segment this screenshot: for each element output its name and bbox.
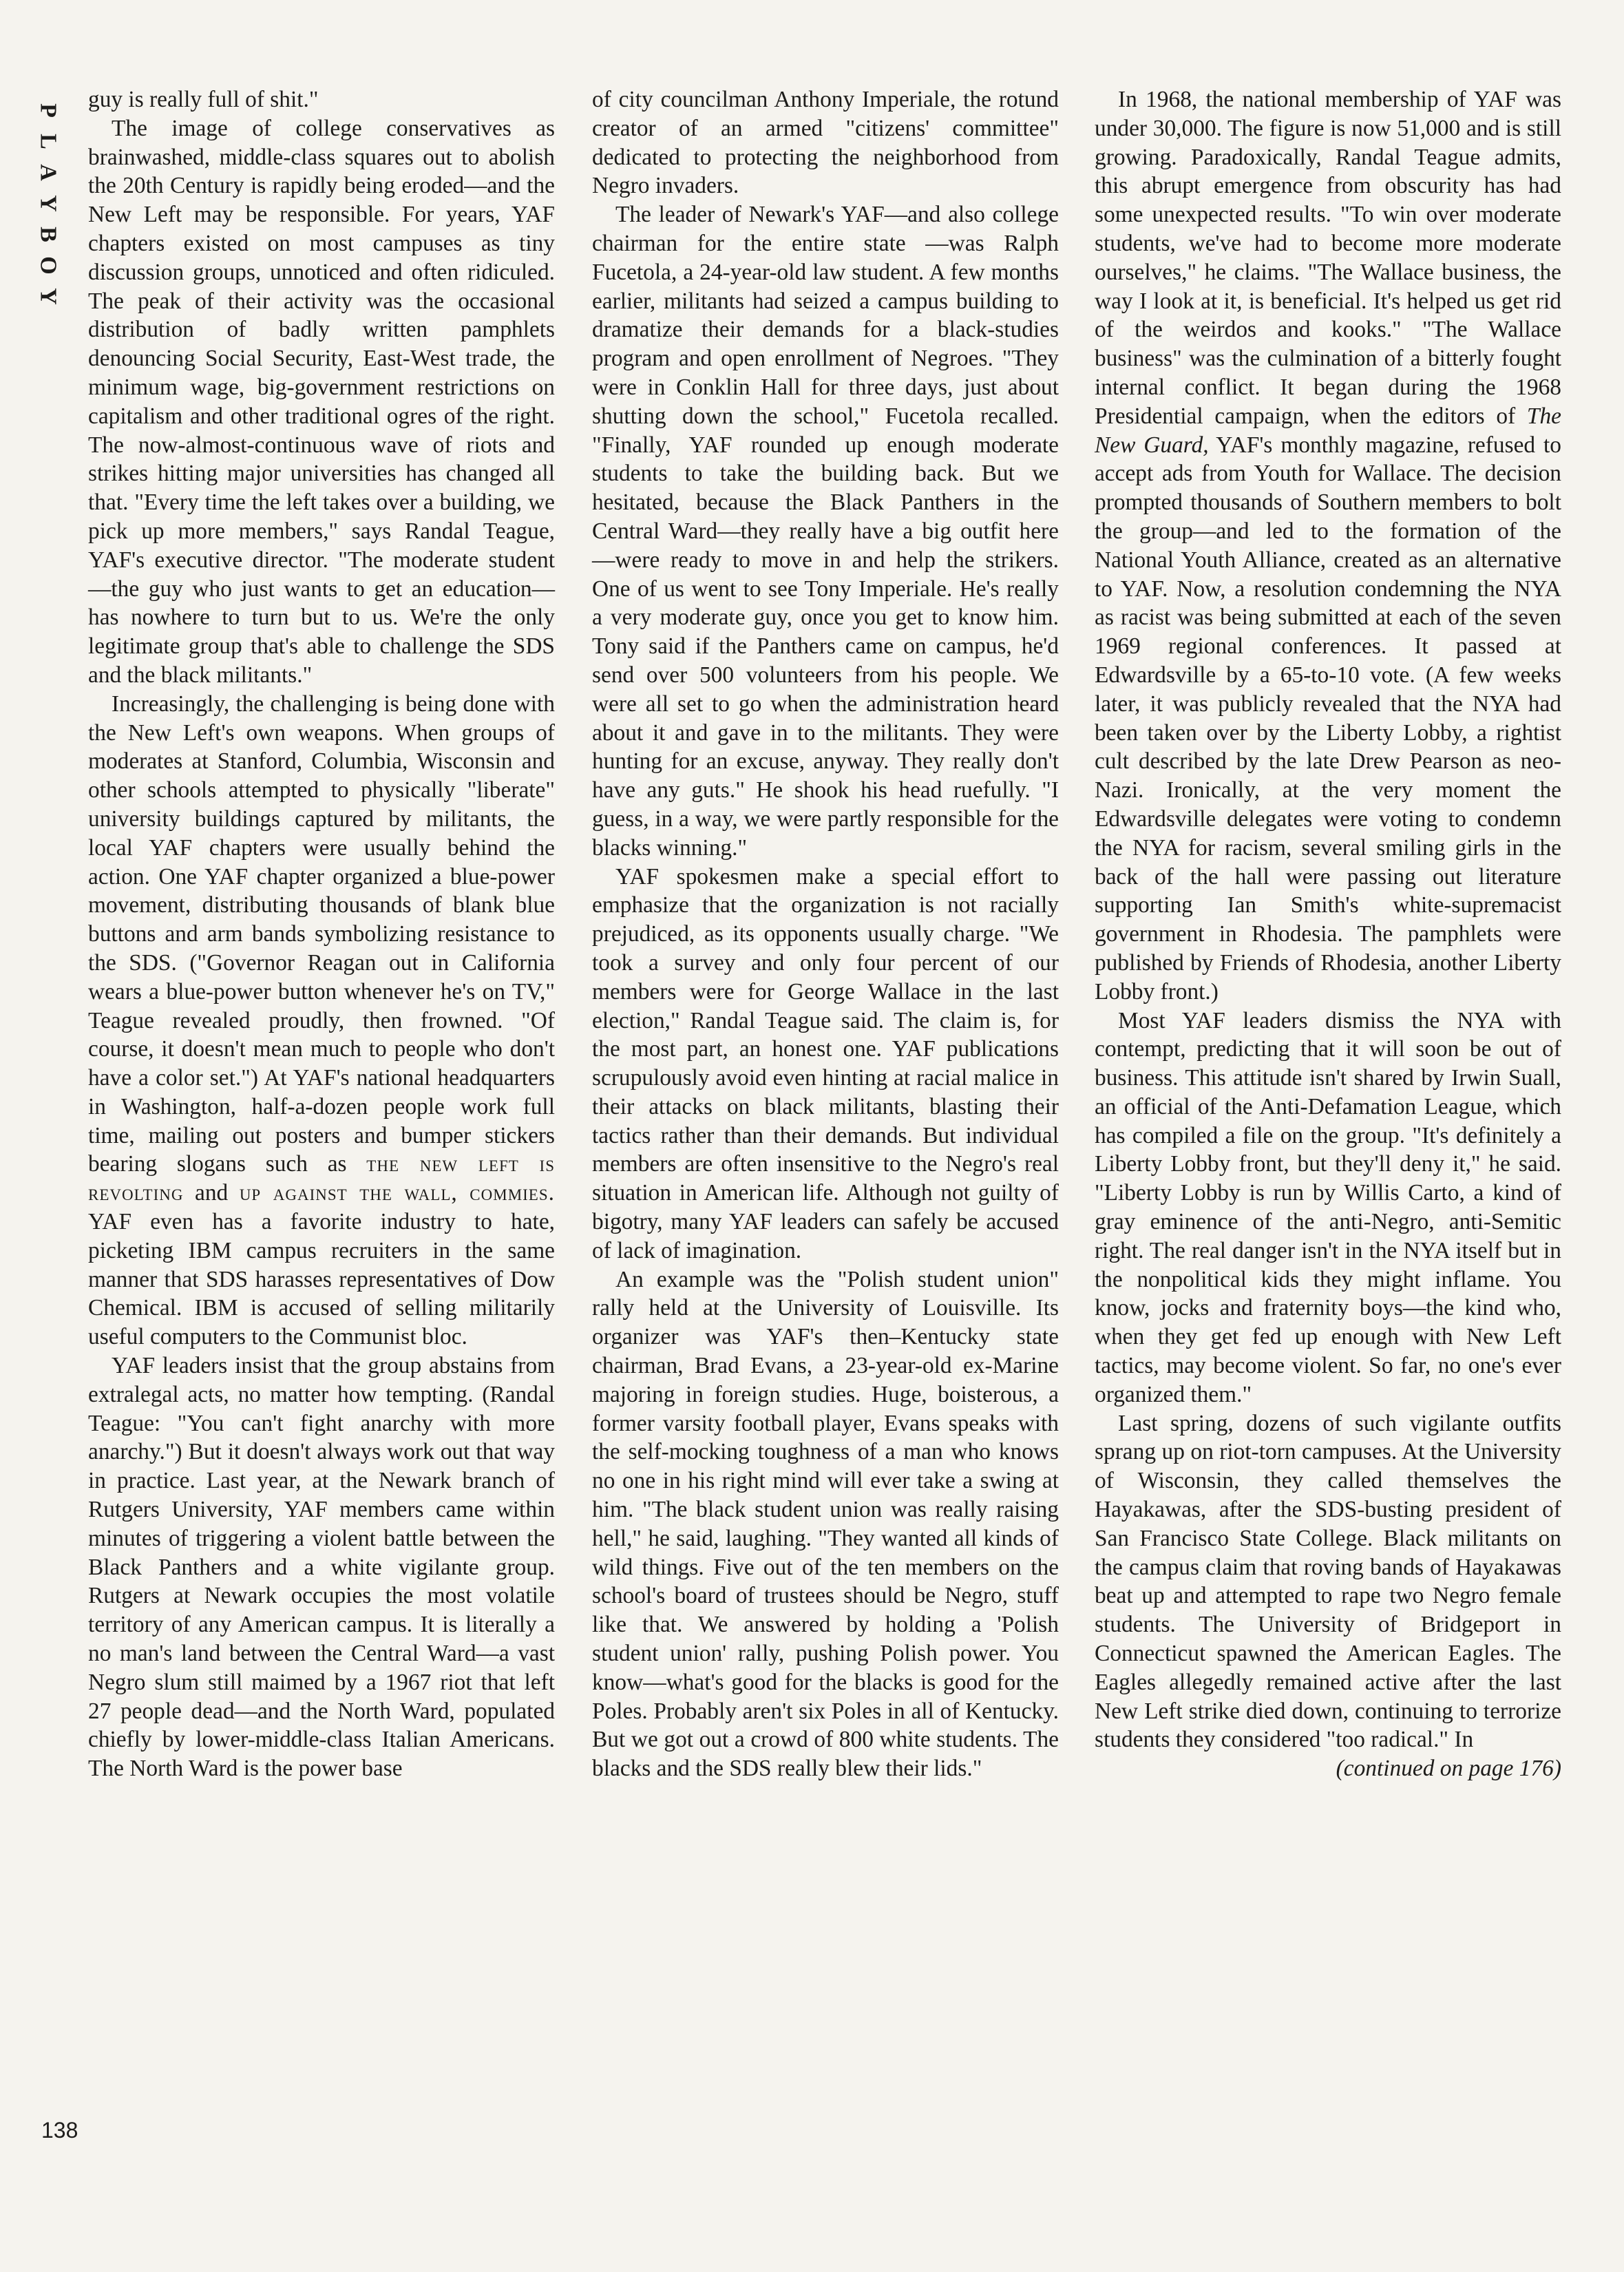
paragraph: Most YAF leaders dismiss the NYA with contempt, predicting that it will soon be out of business. This attitude isn't shared by Irwin Suall, an official of the Anti-Defamation League, which has compiled a file on the group. "It's definitely a Liberty Lobby front, but they'll deny it," he said. "Liberty Lobby is run by Willis Carto, a kind of gray eminence of the anti-Negro, anti-Semitic right. The real danger isn't in the NYA itself but in the nonpolitical kids they might inflame. You know, jocks and fraternity boys—the kind who, when they get fed up enough with New Left tactics, may become violent. So far, no one's ever organized them." (1095, 1007, 1561, 1407)
page-number: 138 (41, 2118, 78, 2143)
paragraph: The leader of Newark's YAF—and also college chairman for the entire state —was Ralph Fucetola, a 24-year-old law student. A few months earlier, militants had seized a campus building to dramatize their demands for a black-studies program and open enrollment of Negroes. "They were in Conklin Hall for three days, just about shutting down the school," Fucetola recalled. "Finally, YAF rounded up enough moderate students to take the building back. But we hesitated, because the Black Panthers in the Central Ward—they really have a big outfit here—were ready to move in and help the strikers. One of us went to see Tony Imperiale. He's really a very moderate guy, once you get to know him. Tony said if the Panthers came on campus, he'd send over 500 volunteers from his people. We were all set to go when the administration heard about it and gave in to the militants. They were hunting for an excuse, anyway. They really don't have any guts." He shook his head ruefully. "I guess, in a way, we were partly responsible for the blacks winning." (592, 202, 1059, 861)
article-column-1 (88, 85, 555, 1783)
paragraph: In 1968, the national membership of YAF was under 30,000. The figure is now 51,000 and is still growing. Paradoxically, Randal Teague admits, this abrupt emergence from obscurity has had some unexpected results. "To win over moderate students, we've had to become more moderate ourselves," he claims. "The Wallace business, the way I look at it, is beneficial. It's helped us get rid of the weirdos and kooks." "The Wallace business" was the culmination of a bitterly fought internal conflict. It began during the 1968 Presidential campaign, when the editors of The New Guard, YAF's monthly magazine, refused to accept ads from Youth for Wallace. The decision prompted thousands of Southern members to bolt the group—and led to the formation of the National Youth Alliance, created as an alternative to YAF. Now, a resolution condemning the NYA as racist was being submitted at each of the seven 1969 regional conferences. It passed at Edwardsville by a 65-to-10 vote. (A few weeks later, it was publicly revealed that the NYA had been taken over by the Liberty Lobby, a rightist cult described by the late Drew Pearson as neo-Nazi. Ironically, at the very moment the Edwardsville delegates were voting to condemn the NYA for racism, several smiling girls in the back of the hall were passing out literature supporting Ian Smith's white-supremacist government in Rhodesia. The pamphlets were published by Friends of Rhodesia, another Liberty Lobby front.) (1095, 87, 1561, 1004)
masthead-letter: B (35, 227, 61, 242)
paragraph: The image of college conservatives as brainwashed, middle-class squares out to abolish the 20th Century is rapidly being eroded—and the New Left may be responsible. For years, YAF chapters existed on most campuses as tiny discussion groups, unnoticed and often ridiculed. The peak of their activity was the occasional distribution of badly written pamphlets denouncing Social Security, East-West trade, the minimum wage, big-government restrictions on capitalism and other traditional ogres of the right. The now-almost-continuous wave of riots and strikes hitting major universities has changed all that. "Every time the left takes over a building, we pick up more members," says Randal Teague, YAF's executive director. "The moderate student—the guy who just wants to get an education—has nowhere to turn but to us. We're the only legitimate group that's able to challenge the SDS and the black militants." (88, 115, 555, 688)
masthead-letter: Y (35, 195, 61, 212)
magazine-title: The New Guard, (1095, 403, 1561, 458)
article-column-3 (1095, 85, 1561, 1783)
slogan-text: up against the wall, commies. (239, 1180, 555, 1206)
paragraph: of city councilman Anthony Imperiale, the rotund creator of an armed "citizens' committee" dedicated to protecting the neighborhood from Negro invaders. (592, 87, 1059, 199)
paragraph: Last spring, dozens of such vigilante outfits sprang up on riot-torn campuses. At the University of Wisconsin, they called themselves the Hayakawas, after the SDS-busting president of San Francisco State College. Black militants on the campus claim that roving bands of Hayakawas beat up and attempted to rape two Negro female students. The University of Bridgeport in Connecticut spawned the American Eagles. The Eagles allegedly remained active after the last New Left strike died down, continuing to terrorize students they considered "too radical." In (1095, 1410, 1561, 1753)
paragraph: guy is really full of shit." (88, 87, 319, 112)
masthead-letter: O (35, 256, 61, 275)
masthead-letter: P (35, 103, 61, 118)
paragraph: YAF spokesmen make a special effort to emphasize that the organization is not racially prejudiced, as its opponents usually charge. "We took a survey and only four percent of our members were for George Wallace in the last election," Randal Teague said. The claim is, for the most part, an honest one. YAF publications scrupulously avoid even hinting at racial malice in their attacks on black militants, blasting their tactics rather than their demands. But individual members are often insensitive to the Negro's real situation in American life. Although not guilty of bigotry, many YAF leaders can safely be accused of lack of imagination. (592, 863, 1059, 1263)
masthead-vertical (30, 95, 61, 312)
masthead-letter: Y (35, 288, 61, 305)
masthead-letter: A (35, 164, 61, 181)
paragraph: An example was the "Polish student union" rally held at the University of Louisville. Its organizer was YAF's then–Kentucky state chairman, Brad Evans, a 23-year-old ex-Marine majoring in foreign studies. Huge, boisterous, a former varsity football player, Evans speaks with the self-mocking toughness of a man who knows no one in his right mind will ever take a swing at him. "The black student union was really raising hell," he said, laughing. "They wanted all kinds of wild things. Five out of the ten members on the school's board of trustees should be Negro, stuff like that. We answered by holding a 'Polish student union' rally, pushing Polish power. You know—what's good for the blacks is good for the Poles. Probably aren't six Poles in all of Kentucky. But we got out a crowd of 800 white students. The blacks and the SDS really blew their lids." (592, 1266, 1059, 1782)
masthead-letter: L (35, 134, 61, 149)
paragraph: Increasingly, the challenging is being done with the New Left's own weapons. When groups of moderates at Stanford, Columbia, Wisconsin and other schools attempted to physically "liberate" university buildings captured by militants, the local YAF chapters were usually behind the action. One YAF chapter organized a blue-power movement, distributing thousands of blank blue buttons and arm bands symbolizing resistance to the SDS. ("Governor Reagan out in California wears a blue-power button whenever he's on TV," Teague revealed proudly, then frowned. "Of course, it doesn't mean much to people who don't have a color set.") At YAF's national headquarters in Washington, half-a-dozen people work full time, mailing out posters and bumper stickers bearing slogans such as the new left is revolting and up against the wall, commies. YAF even has a favorite industry to hate, picketing IBM campus recruiters in the same manner that SDS harasses representatives of Dow Chemical. IBM is accused of selling militarily useful computers to the Communist bloc. (88, 691, 555, 1350)
paragraph: YAF leaders insist that the group abstains from extralegal acts, no matter how tempting. (Randal Teague: "You can't fight anarchy with more anarchy.") But it doesn't always work out that way in practice. Last year, at the Newark branch of Rutgers University, YAF members came within minutes of triggering a violent battle between the Black Panthers and a white vigilante group. Rutgers at Newark occupies the most volatile territory of any American campus. It is literally a no man's land between the Central Ward—a vast Negro slum still maimed by a 1967 riot that left 27 people dead—and the North Ward, populated chiefly by lower-middle-class Italian Americans. The North Ward is the power base (88, 1353, 555, 1782)
slogan-text: the new left is revolting (88, 1151, 555, 1206)
article-column-2 (592, 85, 1059, 1783)
continued-notice: (continued on page 176) (1336, 1756, 1561, 1782)
